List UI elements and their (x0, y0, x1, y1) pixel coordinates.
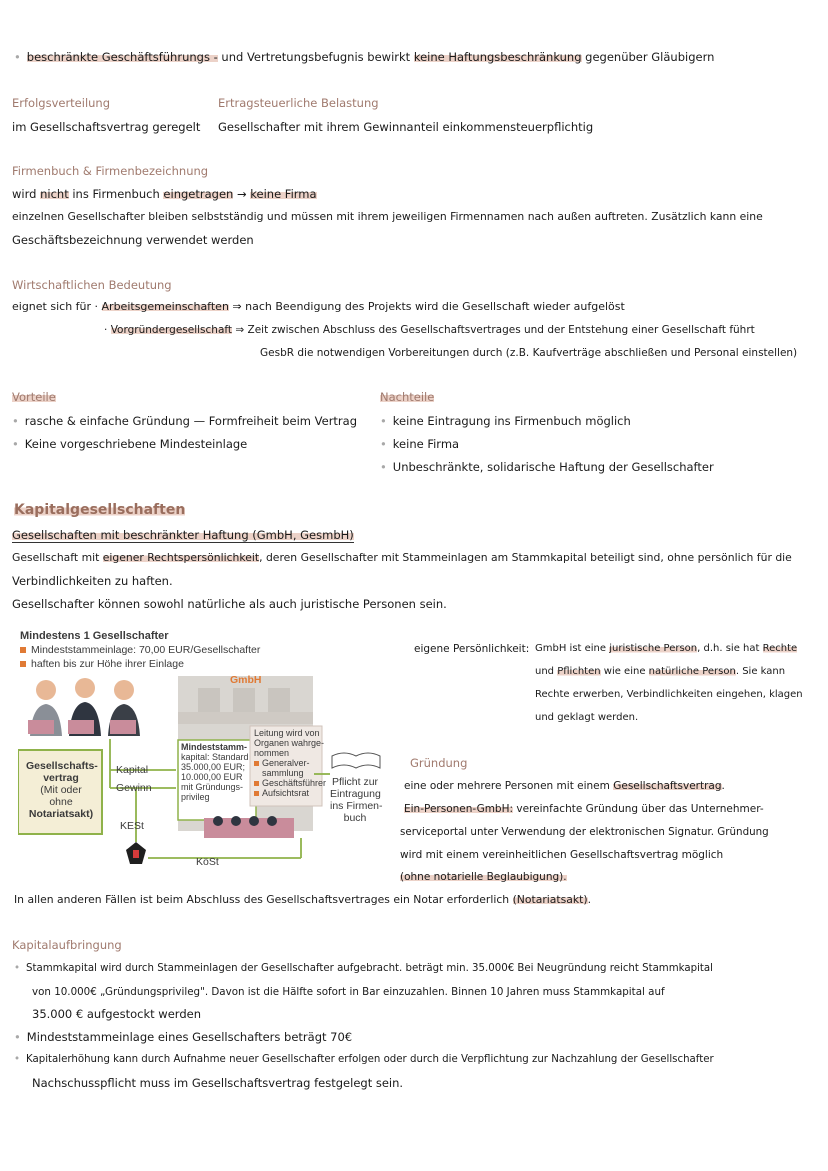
figure-bullet (20, 644, 260, 656)
text: keine Firma (392, 437, 460, 451)
gruendung-heading: Gründung (410, 756, 468, 770)
section-title-text: Kapitalgesellschaften (14, 502, 186, 518)
aufbringung-line: von 10.000€ „Gründungsprivileg". Davon ist die Hälfte sofort in Bar einzuzahlen. Binnen 10 Jahren muss Stammkapital auf (32, 986, 665, 998)
persoenlichkeit-line1 (535, 642, 797, 656)
eagle-icon (126, 842, 146, 864)
text: Gesellschaft mit (12, 551, 100, 564)
gewinn-label: Gewinn (116, 782, 152, 794)
text: ⇒ Zeit zwischen Abschluss des Gesellschaftsvertrages und der Entstehung einer Gesellschaft führt (235, 324, 755, 336)
arrow-icon: → (236, 187, 247, 201)
text: Leitung wird von (254, 728, 320, 738)
aufbringung-line: Nachschusspflicht muss im Gesellschaftsvertrag festgelegt sein. (32, 1076, 404, 1090)
persoenlichkeit-label: eigene Persönlichkeit: (414, 643, 530, 655)
nachteile-item (380, 437, 459, 451)
vorteile-item (12, 414, 357, 428)
bullet: • (380, 414, 387, 428)
text: (Mit oder (40, 784, 82, 796)
firmenbuch-line2: einzelnen Gesellschafter bleiben selbstständig und müssen mit ihrem jeweiligen Firmennamen nach außen auftreten. Zusätzlich kann eine (12, 210, 763, 223)
text: 10.000,00 EUR (181, 772, 243, 782)
text: wird (12, 187, 37, 201)
text: Mindeststammeinlage eines Gesellschafters beträgt 70€ (26, 1030, 353, 1044)
highlight-text: Pflichten (557, 666, 601, 677)
text: Mindeststammeinlage: 70,00 EUR/Gesellschafter (31, 644, 261, 656)
intro-line (14, 50, 714, 64)
text: 35.000,00 EUR; (181, 762, 246, 772)
square-icon (20, 647, 26, 653)
nachteile-heading-text: Nachteile (380, 390, 435, 404)
bullet: • (14, 1030, 21, 1044)
text: ins Firmen- (330, 800, 383, 812)
highlight-text: keine Haftungsbeschränkung (413, 50, 582, 64)
text: Stammkapital wird durch Stammeinlagen der Gesellschafter aufgebracht. beträgt min. 35.000€ Bei Neugründung reicht Stammkapital (26, 963, 713, 974)
text: In allen anderen Fällen ist beim Abschluss des Gesellschaftsvertrages ein Notar erforderlich (14, 893, 510, 906)
organ-item (254, 778, 326, 788)
aufbringung-heading: Kapitalaufbringung (12, 938, 122, 952)
text: Keine vorgeschriebene Mindesteinlage (24, 437, 248, 451)
text: und Vertretungsbefugnis bewirkt (221, 50, 411, 64)
kest-label: KESt (120, 820, 144, 832)
figure-bullet (20, 658, 184, 670)
gruendung-line2 (404, 802, 764, 816)
bullet: • (380, 460, 387, 474)
gruendung-line1 (404, 779, 725, 793)
pflicht-text (330, 776, 383, 824)
bedeutung-heading: Wirtschaftlichen Bedeutung (12, 278, 172, 292)
text: . (587, 893, 591, 906)
organ-item (254, 758, 326, 768)
text: ins Firmenbuch (72, 187, 160, 201)
text: eignet sich für · (12, 300, 99, 313)
nachteile-heading (380, 390, 434, 404)
persoenlichkeit-line3: Rechte erwerben, Verbindlichkeiten eingehen, klagen (535, 689, 803, 700)
bullet: • (14, 963, 21, 974)
text: Eintragung (330, 788, 381, 800)
text: eine oder mehrere Personen mit einem (404, 780, 610, 792)
vorteile-heading-text: Vorteile (12, 390, 56, 404)
text: Organen wahrge- (254, 738, 325, 748)
gruendung-line3: serviceportal unter Verwendung der elektronischen Signatur. Gründung (400, 826, 769, 838)
text: keine Eintragung ins Firmenbuch möglich (392, 414, 631, 428)
text: Geschäftsführer (262, 778, 327, 788)
persoenlichkeit-line2 (535, 665, 785, 679)
koest-label: KöSt (196, 856, 219, 868)
vorteile-heading (12, 390, 56, 404)
text: , d.h. sie hat (697, 643, 760, 654)
bedeutung-line3: GesbR die notwendigen Vorbereitungen durch (z.B. Kaufverträge abschließen und Personal einstellen) (260, 347, 798, 359)
text: Aufsichtsrat (262, 788, 310, 798)
square-icon (254, 781, 259, 786)
highlight-text: eingetragen (163, 187, 234, 201)
text: . Sie kann (735, 666, 786, 677)
square-icon (20, 661, 26, 667)
highlight-text: Ein-Personen-GmbH: (404, 803, 514, 815)
section-title (14, 503, 185, 517)
gruendung-line5 (400, 870, 567, 884)
stammkapital-text (181, 742, 249, 802)
figure-heading: Mindestens 1 Gesellschafter (20, 630, 169, 642)
highlight-text: Arbeitsgemeinschaften (101, 300, 229, 313)
shareholder-icons (28, 678, 140, 736)
contract-label (26, 760, 96, 820)
text: gegenüber Gläubigern (585, 50, 715, 64)
gruendung-line4: wird mit einem vereinheitlichen Gesellschaftsvertrag möglich (400, 849, 724, 861)
highlight-text: keine Firma (250, 187, 317, 201)
gmbh-label: GmbH (230, 674, 262, 686)
bullet: • (380, 437, 387, 451)
highlight-text: nicht (40, 187, 69, 201)
text: Kapitalerhöhung kann durch Aufnahme neuer Gesellschafter erfolgen oder durch die Verpflichtung zur Nachzahlung der Gesellschafter (26, 1054, 714, 1065)
vorteile-item (12, 437, 247, 451)
firmenbuch-heading: Firmenbuch & Firmenbezeichnung (12, 164, 209, 178)
text: mit Gründungs- (181, 782, 244, 792)
text: Gesellschafts- (26, 760, 98, 772)
aufbringung-line: 35.000 € aufgestockt werden (32, 1007, 201, 1021)
highlight-text: juristische Person (609, 643, 698, 654)
organ-item (254, 788, 326, 798)
aufbringung-item (14, 1030, 352, 1044)
text: nommen (254, 748, 290, 758)
square-icon (254, 761, 259, 766)
text: , deren Gesellschafter mit Stammeinlagen am Stammkapital beteiligt sind, ohne persönlich für die (259, 551, 792, 564)
highlight-text: Vorgründergesellschaft (110, 324, 233, 336)
text: haften bis zur Höhe ihrer Einlage (31, 658, 184, 670)
aufbringung-item (14, 1053, 714, 1067)
organs-text (254, 728, 326, 798)
text: ohne (49, 796, 73, 808)
text: vereinfachte Gründung über das Unternehmer- (516, 803, 764, 815)
bullet: • (12, 437, 19, 451)
highlight-text: (ohne notarielle Beglaubigung). (400, 871, 567, 883)
bedeutung-line1 (12, 300, 625, 314)
square-icon (254, 791, 259, 796)
firmenbuch-line3: Geschäftsbezeichnung verwendet werden (12, 233, 254, 247)
text: buch (343, 812, 367, 824)
highlight-text: Rechte (762, 643, 798, 654)
kapital-line2: Verbindlichkeiten zu haften. (12, 574, 173, 588)
text: Generalver- (262, 758, 310, 768)
kapital-line3: Gesellschafter können sowohl natürliche als auch juristische Personen sein. (12, 597, 447, 611)
text: Pflicht zur (331, 776, 379, 788)
nachteile-item (380, 414, 631, 428)
highlight-text: (Notariatsakt) (512, 893, 588, 906)
notar-line (14, 893, 591, 907)
text: GmbH ist eine (535, 643, 607, 654)
text: sammlung (262, 768, 304, 778)
firmenbuch-line1 (12, 187, 317, 201)
text: vertrag (43, 772, 79, 784)
bullet: • (14, 50, 21, 64)
ertrag-heading: Ertragsteuerliche Belastung (218, 96, 379, 110)
highlight-text: natürliche Person (648, 666, 736, 677)
text: privileg (181, 792, 210, 802)
text: . (721, 780, 725, 792)
highlight-text: eigener Rechtspersönlichkeit (102, 551, 260, 564)
bullet: • (12, 414, 19, 428)
persoenlichkeit-line4: und geklagt werden. (535, 712, 639, 723)
bullet: • (14, 1054, 21, 1065)
highlight-text: beschränkte Geschäftsführungs - (26, 50, 218, 64)
subtitle-text: Gesellschaften mit beschränkter Haftung (GmbH, GesmbH) (12, 528, 354, 542)
erfolg-heading: Erfolgsverteilung (12, 96, 111, 110)
bedeutung-line2 (104, 323, 755, 337)
text: und (535, 666, 555, 677)
kapital-line1 (12, 551, 792, 565)
bullet: · (104, 324, 108, 336)
text: ⇒ nach Beendigung des Projekts wird die Gesellschaft wieder aufgelöst (232, 300, 625, 313)
text: kapital: Standard (181, 752, 249, 762)
ertrag-text: Gesellschafter mit ihrem Gewinnanteil einkommensteuerpflichtig (218, 120, 594, 134)
nachteile-item (380, 460, 714, 474)
kapital-subtitle (12, 528, 354, 542)
highlight-text: Gesellschaftsvertrag (613, 780, 722, 792)
text: Unbeschränkte, solidarische Haftung der Gesellschafter (392, 460, 714, 474)
text: wie eine (603, 666, 646, 677)
text: Notariatsakt) (28, 808, 94, 820)
gmbh-figure (18, 628, 398, 876)
kapital-label: Kapital (116, 764, 149, 776)
book-icon (332, 753, 380, 768)
erfolg-text: im Gesellschaftsvertrag geregelt (12, 120, 201, 134)
aufbringung-item (14, 962, 713, 976)
text: Mindeststamm- (181, 742, 248, 752)
text: rasche & einfache Gründung — Formfreiheit beim Vertrag (24, 414, 358, 428)
